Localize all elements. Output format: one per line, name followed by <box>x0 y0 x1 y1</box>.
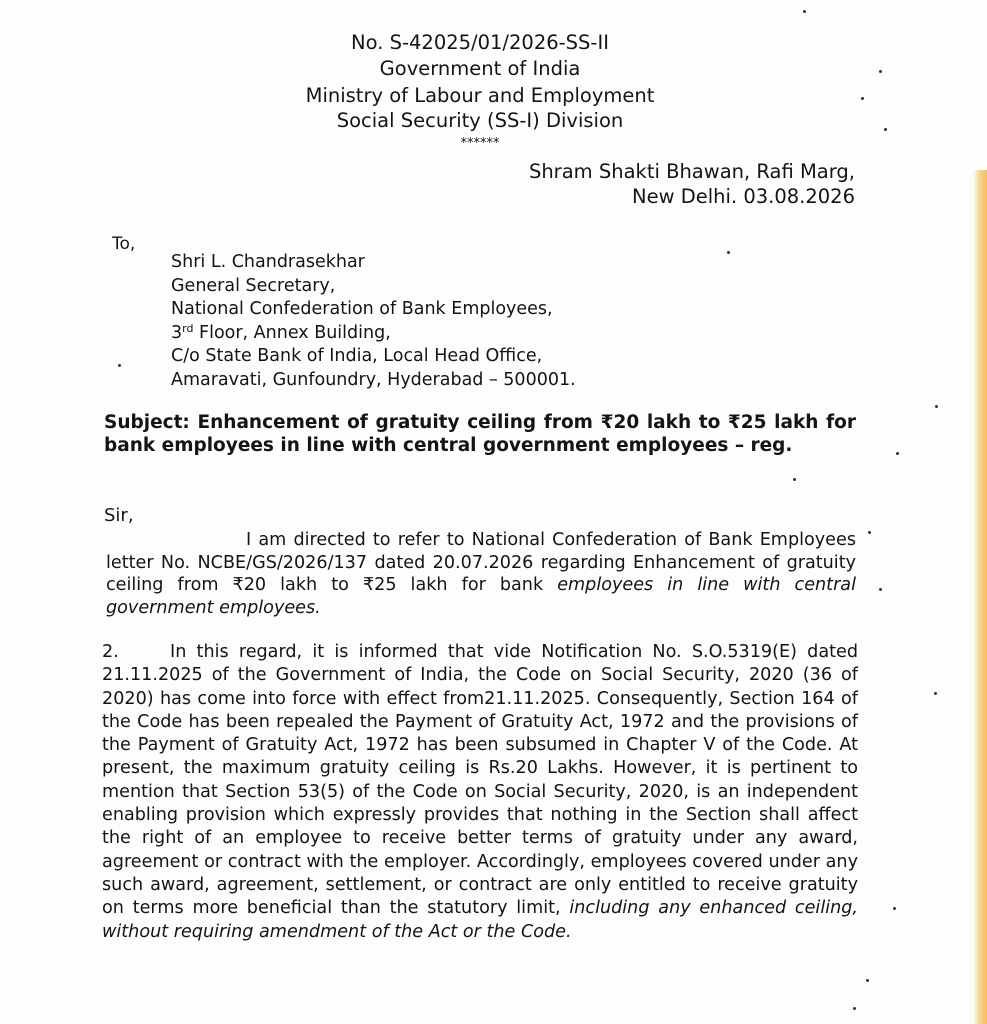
paragraph-2-text: In this regard, it is informed that vide Notification No. S.O.5319(E) dated 21.11.2025 of the Government of India, the Code on Social Security, 2020 (36 of 2020) has come into force with effect from21.11.2025. Consequently, Section 164 of the Code has been repealed the Payment of Gratuity Act, 1972 and the provisions of the Payment of Gratuity Act, 1972 has been subsumed in Chapter V of the Code. At present, the maximum gratuity ceiling is Rs.20 Lakhs. However, it is pertinent to mention that Section 53(5) of the Code on Social Security, 2020, is an independent enabling provision which expressly provides that nothing in the Section shall affect the right of an employee to receive better terms of gratuity under any award, agreement or contract with the employer. Accordingly, employees covered under any such award, agreement, settlement, or contract are only entitled to receive gratuity on terms more beneficial than the statutory limit, <box>102 642 858 919</box>
paragraph-2 <box>102 641 858 944</box>
office-address-line1: Shram Shakti Bhawan, Rafi Marg, <box>528 160 855 183</box>
scan-speck <box>935 405 938 408</box>
scan-speck <box>793 478 796 481</box>
scan-speck <box>934 692 937 695</box>
to-label: To, <box>112 234 136 254</box>
government-name: Government of India <box>379 57 581 80</box>
division-name: Social Security (SS-I) Division <box>336 109 624 132</box>
scan-speck <box>118 364 121 367</box>
addressee-floor-number: 3 <box>171 322 183 343</box>
addressee-floor-rest: Floor, Annex Building, <box>193 322 391 343</box>
addressee-block <box>171 251 576 392</box>
addressee-floor-suffix: rd <box>182 321 194 335</box>
subject-line: Subject: Enhancement of gratuity ceiling from ₹20 lakh to ₹25 lakh for bank employees in line with central government employees – reg. <box>104 412 856 456</box>
addressee-care-of: C/o State Bank of India, Local Head Office, <box>171 346 543 366</box>
scan-speck <box>866 979 869 982</box>
addressee-designation: General Secretary, <box>171 275 336 296</box>
addressee-organisation: National Confederation of Bank Employees, <box>171 299 553 319</box>
reference-number: No. S-42025/01/2026-SS-II <box>351 31 609 54</box>
paragraph-1-text: I am directed to refer to National Confederation of Bank Employees letter No. NCBE/GS/2026/137 dated 20.07.2026 regarding Enhancement of gratuity ceiling from ₹20 lakh to ₹25 lakh for bank <box>106 530 856 595</box>
addressee-floor <box>171 322 576 346</box>
paragraph-1-italic-text: employees in line with central government employees. <box>106 575 856 618</box>
paragraph-1 <box>106 529 856 619</box>
paper-edge-shadow <box>973 170 987 1024</box>
ministry-name: Ministry of Labour and Employment <box>305 84 655 107</box>
addressee-name: Shri L. Chandrasekhar <box>171 252 365 272</box>
addressee-city: Amaravati, Gunfoundry, Hyderabad – 500001. <box>171 369 576 390</box>
scan-speck <box>879 588 882 591</box>
scan-speck <box>868 531 871 534</box>
salutation: Sir, <box>104 505 134 526</box>
scan-speck <box>803 10 806 13</box>
paragraph-2-italic-text: including any enhanced ceiling, without requiring amendment of the Act or the Code. <box>102 898 859 942</box>
scan-speck <box>893 907 896 910</box>
scan-speck <box>853 1007 856 1010</box>
scan-speck <box>727 251 730 254</box>
header-separator: ****** <box>460 136 500 151</box>
office-address-date: New Delhi. 03.08.2026 <box>632 185 855 208</box>
paragraph-2-number: 2. <box>102 642 119 662</box>
scan-speck <box>896 452 899 455</box>
